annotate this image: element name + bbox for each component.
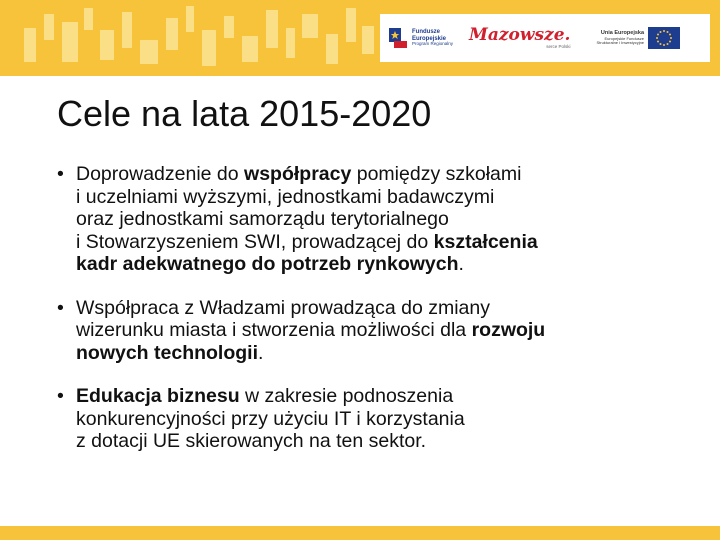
bullet-item <box>57 163 687 276</box>
funds-logo <box>388 27 453 49</box>
bullet-text: . <box>458 253 464 275</box>
bullet-text: wizerunku miasta i stworzenia możliwości dla <box>76 319 472 341</box>
bullet-text: w zakresie podnoszenia <box>239 385 454 407</box>
bullet-text-bold: nowych technologii <box>76 341 259 364</box>
bullet-list <box>57 163 687 474</box>
bullet-text-bold: rozwoju <box>471 319 546 341</box>
slide-title: Cele na lata 2015-2020 <box>57 93 432 134</box>
bullet-item <box>57 297 687 365</box>
bullet-text: i Stowarzyszeniem SWI, prowadzącej do <box>76 230 434 253</box>
eu-logo-line3: Strukturalne i Inwestycyjne <box>596 39 645 45</box>
funds-logo-line1: Fundusze <box>412 29 440 36</box>
eu-funds-star-icon <box>388 27 408 49</box>
bullet-item <box>57 385 687 453</box>
region-logo <box>469 27 570 49</box>
bullet-text-bold: kształcenia <box>433 230 538 253</box>
funds-logo-line2: Europejskie <box>412 35 447 42</box>
bullet-text: Współpraca z Władzami prowadząca do zmiany <box>76 296 490 319</box>
eu-logo-line1: Unia Europejska <box>600 29 645 36</box>
bullet-text-bold: Edukacja biznesu <box>76 385 240 407</box>
bullet-text: . <box>258 341 264 364</box>
eu-flag-icon <box>648 27 680 49</box>
region-logo-tagline: serce Polski <box>546 44 571 49</box>
footer-band <box>0 526 720 540</box>
bullet-text: pomiędzy szkołami <box>351 163 522 185</box>
region-logo-name: Mazowsze. <box>469 25 571 45</box>
bullet-dot: • <box>57 296 64 319</box>
bullet-text: z dotacji UE skierowanych na ten sektor. <box>76 430 427 452</box>
logo-bar <box>380 14 710 62</box>
bullet-dot: • <box>57 163 64 185</box>
funds-logo-line3: Program Regionalny <box>412 40 454 46</box>
bullet-dot: • <box>57 385 64 407</box>
header-band <box>0 0 720 76</box>
eu-logo <box>596 27 680 49</box>
bullet-text: i uczelniami wyższymi, jednostkami badawczymi <box>76 185 495 208</box>
bullet-text: konkurencyjności przy użyciu IT i korzystania <box>76 407 465 430</box>
bullet-text-bold: kadr adekwatnego do potrzeb rynkowych <box>76 253 459 275</box>
eu-logo-line2: Europejskie Fundusze <box>604 35 645 41</box>
bullet-text: Doprowadzenie do <box>76 163 245 185</box>
bullet-text: oraz jednostkami samorządu terytorialnego <box>76 208 449 230</box>
bullet-text-bold: współpracy <box>244 163 352 185</box>
